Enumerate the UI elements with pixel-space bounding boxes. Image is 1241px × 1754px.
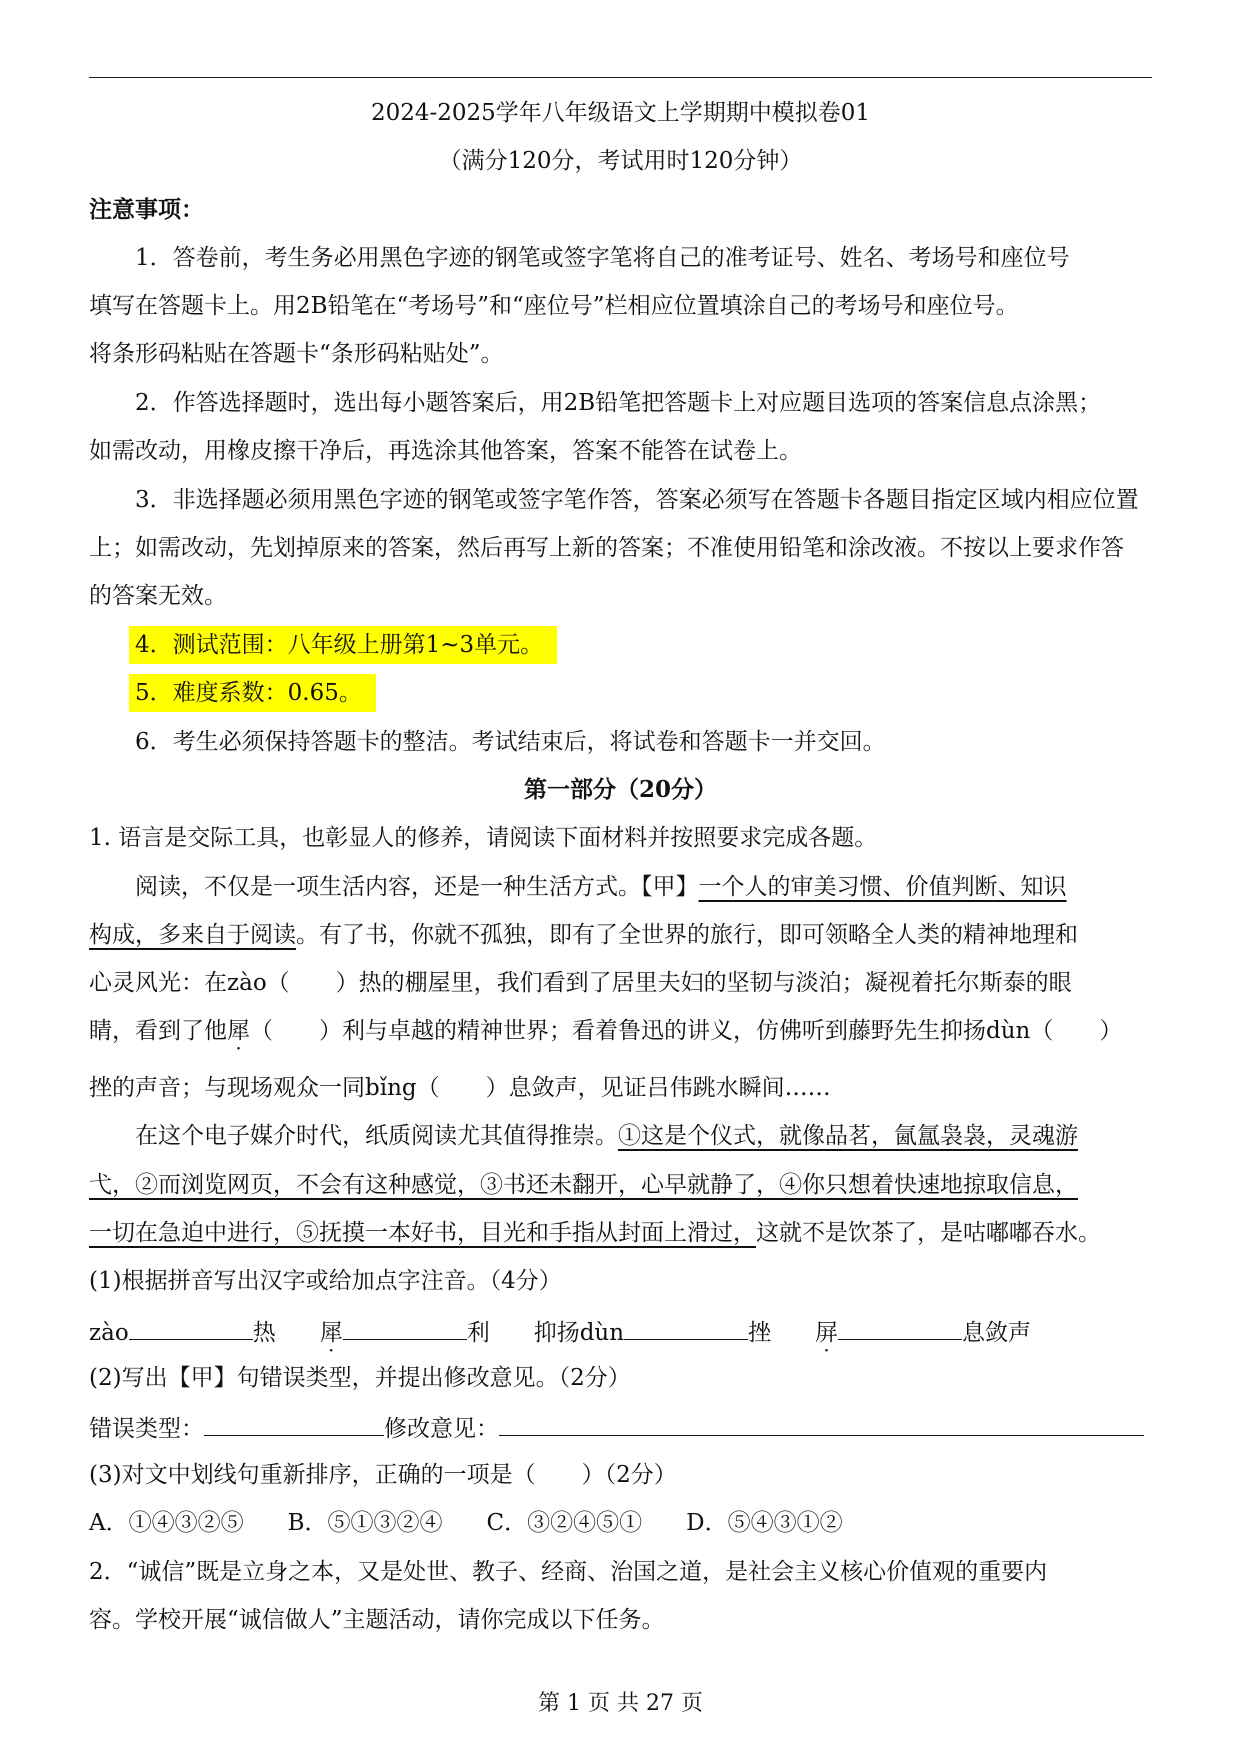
highlight-difficulty: 5．难度系数：0.65。 (129, 674, 376, 712)
section-1-heading: 第一部分（20分） (523, 776, 717, 803)
notice-item-3-line-2: 上；如需改动，先划掉原来的答案，然后再写上新的答案；不准使用铅笔和涂改液。不按以上要求作答 (89, 535, 1124, 561)
pinyin-zao: zào (89, 1320, 129, 1346)
underlined-sentence-jia: 一个人的审美习惯、价值判断、知识 (698, 874, 1067, 900)
page-number: 第 1 页 共 27 页 (538, 1691, 703, 1716)
reading-p1-line-1 (89, 872, 1152, 902)
error-type-blank[interactable] (204, 1411, 384, 1436)
notice-item-2-line-1: 2．作答选择题时，选出每小题答案后，用2B铅笔把答题卡上对应题目选项的答案信息点涂黑； (135, 390, 1102, 416)
dotted-char-bing: 屏 (815, 1320, 839, 1346)
answer-blank-bing[interactable] (838, 1315, 962, 1340)
subquestion-1-answers (89, 1315, 1152, 1348)
reading-text: 这就不是饮茶了，是咕嘟嘟吞水。 (756, 1220, 1101, 1246)
reading-text: 阅读，不仅是一项生活内容，还是一种生活方式。【甲】 (135, 874, 699, 900)
reading-p1-line-3: 心灵风光：在zào（ ）热的棚屋里，我们看到了居里夫妇的坚韧与淡泊；凝视着托尔斯泰的眼 (89, 970, 1072, 996)
notice-item-6: 6．考生必须保持答题卡的整洁。考试结束后，将试卷和答题卡一并交回。 (135, 729, 886, 755)
notice-item-2-line-2: 如需改动，用橡皮擦干净后，再选涂其他答案，答案不能答在试卷上。 (89, 438, 802, 464)
subquestion-3-options (89, 1508, 1152, 1538)
reading-p2-line-1 (89, 1121, 1152, 1151)
header-rule (89, 77, 1152, 78)
reading-p1-line-5: 挫的声音；与现场观众一同bǐng（ ）息敛声，见证吕伟跳水瞬间…… (89, 1075, 831, 1101)
reading-p2-line-3 (89, 1218, 1152, 1248)
error-type-label: 错误类型： (89, 1416, 204, 1442)
underlined-sentences: 一切在急迫中进行，⑤抚摸一本好书，目光和手指从封面上滑过， (89, 1220, 756, 1246)
underlined-sentences: 弋，②而浏览网页，不会有这种感觉，③书还未翻开，心早就静了，④你只想着快速地掠取信息， (89, 1172, 1078, 1198)
option-b[interactable]: B．⑤①③②④ (287, 1510, 443, 1536)
notice-item-3-line-1: 3．非选择题必须用黑色字迹的钢笔或签字笔作答，答案必须写在答题卡各题目指定区域内相应位置 (135, 487, 1139, 513)
underlined-sentence-jia-end: 构成，多来自于阅读 (89, 922, 296, 948)
option-a[interactable]: A．①④③②⑤ (89, 1510, 244, 1536)
notice-item-1-line-1: 1．答卷前，考生务必用黑色字迹的钢笔或签字笔将自己的准考证号、姓名、考场号和座位号 (135, 245, 1070, 271)
reading-p1-line-4 (89, 1016, 1152, 1046)
option-c[interactable]: C．③②④⑤① (486, 1510, 643, 1536)
reading-text: 在这个电子媒介时代，纸质阅读尤其值得推崇。 (135, 1123, 618, 1149)
option-d[interactable]: D．⑤④③①② (686, 1510, 843, 1536)
dotted-char-xi: 犀 (227, 1018, 250, 1044)
answer-suffix: 热 (252, 1320, 276, 1346)
answer-blank-xi[interactable] (343, 1315, 467, 1340)
reading-text: （ ）利与卓越的精神世界；看着鲁迅的讲义，仿佛听到藤野先生抑扬dùn（ ） (250, 1018, 1123, 1044)
subquestion-1-prompt: (1)根据拼音写出汉字或给加点字注音。（4分） (89, 1268, 562, 1294)
answer-suffix: 挫 (748, 1320, 772, 1346)
notice-item-4 (89, 630, 1152, 660)
reading-p1-line-2 (89, 920, 1152, 950)
pinyin-dun: 抑扬dùn (533, 1320, 625, 1346)
reading-text: 睛，看到了他 (89, 1018, 227, 1044)
revision-label: 修改意见： (384, 1416, 499, 1442)
exam-subtitle: （满分120分，考试用时120分钟） (438, 148, 803, 174)
question-1-stem: 1. 语言是交际工具，也彰显人的修养，请阅读下面材料并按照要求完成各题。 (89, 825, 878, 851)
subquestion-3-prompt: (3)对文中划线句重新排序，正确的一项是（ ）（2分） (89, 1462, 677, 1488)
question-2-line-1: 2．“诚信”既是立身之本，又是处世、教子、经商、治国之道，是社会主义核心价值观的重要内 (89, 1559, 1048, 1585)
answer-blank-dun[interactable] (624, 1315, 748, 1340)
question-2-line-2: 容。学校开展“诚信做人”主题活动，请你完成以下任务。 (89, 1607, 665, 1633)
subquestion-2-answers (89, 1411, 1152, 1444)
notice-item-3-line-3: 的答案无效。 (89, 583, 227, 609)
reading-p2-line-2 (89, 1170, 1152, 1200)
notice-item-1-line-3: 将条形码粘贴在答题卡“条形码粘贴处”。 (89, 341, 504, 367)
notice-item-1-line-2: 填写在答题卡上。用2B铅笔在“考场号”和“座位号”栏相应位置填涂自己的考场号和座位号。 (89, 293, 1019, 319)
revision-blank[interactable] (499, 1411, 1144, 1436)
answer-suffix: 息敛声 (962, 1320, 1032, 1346)
reading-text: 。有了书，你就不孤独，即有了全世界的旅行，即可领略全人类的精神地理和 (296, 922, 1078, 948)
dotted-char-xi: 犀 (319, 1320, 343, 1346)
answer-blank-zao[interactable] (129, 1315, 253, 1340)
answer-suffix: 利 (466, 1320, 490, 1346)
highlight-test-scope: 4．测试范围：八年级上册第1~3单元。 (129, 626, 557, 664)
subquestion-2-prompt: (2)写出【甲】句错误类型，并提出修改意见。（2分） (89, 1365, 631, 1391)
notice-heading: 注意事项： (89, 196, 204, 223)
exam-title: 2024-2025学年八年级语文上学期期中模拟卷01 (370, 100, 871, 126)
underlined-sentences: ①这是个仪式，就像品茗，氤氲袅袅，灵魂游 (618, 1123, 1078, 1149)
notice-item-5 (89, 678, 1152, 708)
